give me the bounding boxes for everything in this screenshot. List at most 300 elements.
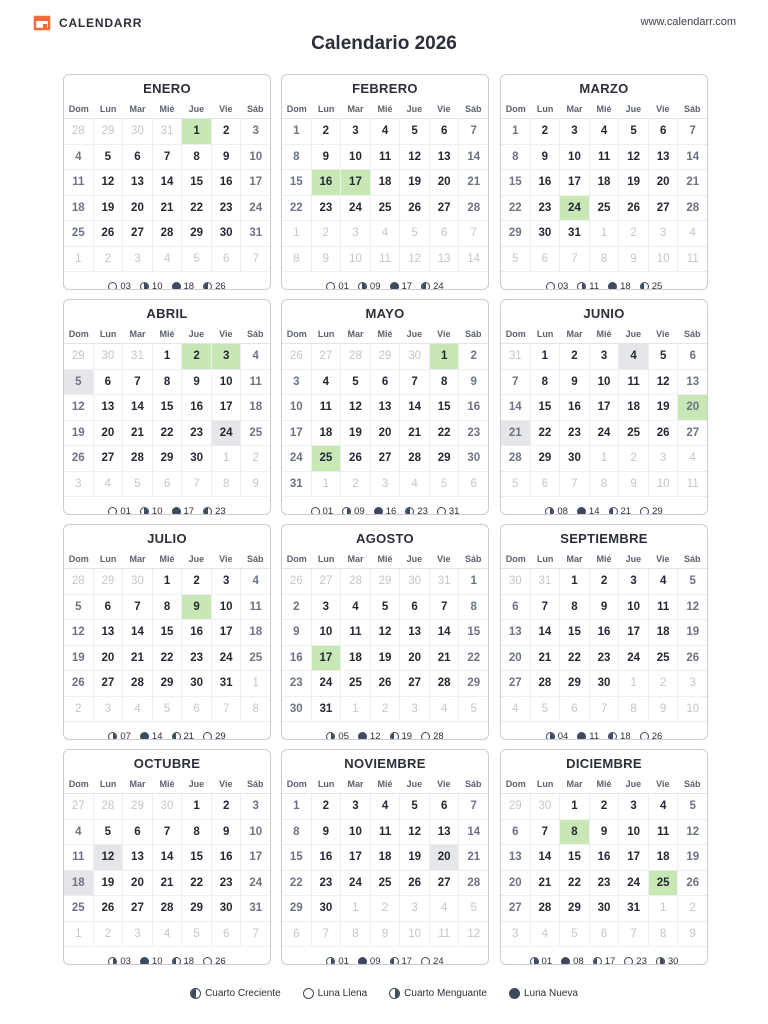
day-cell[interactable]: 3 — [212, 344, 242, 369]
day-cell[interactable]: 18 — [312, 421, 342, 446]
day-cell[interactable]: 13 — [501, 620, 531, 645]
day-cell[interactable]: 1 — [153, 344, 183, 369]
day-cell[interactable]: 25 — [371, 871, 401, 896]
day-cell[interactable]: 11 — [649, 820, 679, 845]
day-cell[interactable]: 1 — [282, 221, 312, 246]
day-cell[interactable]: 20 — [501, 646, 531, 671]
day-cell[interactable]: 2 — [619, 446, 649, 471]
day-cell[interactable]: 28 — [123, 671, 153, 696]
day-cell[interactable]: 30 — [400, 344, 430, 369]
day-cell[interactable]: 31 — [249, 902, 263, 915]
day-cell[interactable]: 14 — [153, 845, 183, 870]
day-cell[interactable]: 9 — [182, 595, 212, 620]
day-cell[interactable]: 11 — [64, 845, 94, 870]
day-cell[interactable]: 2 — [531, 119, 561, 144]
day-cell[interactable]: 1 — [182, 794, 212, 819]
day-cell[interactable]: 17 — [560, 170, 590, 195]
day-cell[interactable]: 17 — [212, 620, 242, 645]
day-cell[interactable]: 29 — [501, 794, 531, 819]
day-cell[interactable]: 25 — [649, 646, 679, 671]
day-cell[interactable]: 6 — [212, 922, 242, 947]
day-cell[interactable]: 14 — [531, 845, 561, 870]
site-url[interactable]: www.calendarr.com — [640, 16, 736, 28]
day-cell[interactable]: 8 — [590, 472, 620, 497]
day-cell[interactable]: 10 — [560, 145, 590, 170]
day-cell[interactable]: 15 — [560, 620, 590, 645]
day-cell[interactable]: 17 — [249, 851, 263, 864]
day-cell[interactable]: 7 — [619, 922, 649, 947]
day-cell[interactable]: 30 — [123, 119, 153, 144]
day-cell[interactable]: 6 — [649, 119, 679, 144]
day-cell[interactable]: 4 — [531, 922, 561, 947]
day-cell[interactable]: 26 — [94, 221, 124, 246]
day-cell[interactable]: 16 — [590, 845, 620, 870]
day-cell[interactable]: 29 — [371, 569, 401, 594]
day-cell[interactable]: 8 — [182, 145, 212, 170]
day-cell[interactable]: 28 — [153, 221, 183, 246]
day-cell[interactable]: 3 — [282, 370, 312, 395]
day-cell[interactable]: 2 — [182, 569, 212, 594]
day-cell[interactable]: 10 — [282, 395, 312, 420]
day-cell[interactable]: 28 — [430, 671, 460, 696]
day-cell[interactable]: 1 — [252, 677, 259, 690]
day-cell[interactable]: 14 — [467, 150, 481, 163]
day-cell[interactable]: 26 — [400, 871, 430, 896]
day-cell[interactable]: 7 — [212, 697, 242, 722]
day-cell[interactable]: 10 — [649, 247, 679, 272]
day-cell[interactable]: 17 — [590, 395, 620, 420]
day-cell[interactable]: 7 — [689, 125, 696, 138]
day-cell[interactable]: 4 — [400, 472, 430, 497]
day-cell[interactable]: 7 — [590, 697, 620, 722]
day-cell[interactable]: 22 — [560, 871, 590, 896]
day-cell[interactable]: 10 — [341, 820, 371, 845]
day-cell[interactable]: 16 — [282, 646, 312, 671]
day-cell[interactable]: 5 — [689, 800, 696, 813]
day-cell[interactable]: 30 — [182, 446, 212, 471]
day-cell[interactable]: 23 — [312, 196, 342, 221]
day-cell[interactable]: 11 — [619, 370, 649, 395]
day-cell[interactable]: 19 — [341, 421, 371, 446]
day-cell[interactable]: 24 — [341, 871, 371, 896]
day-cell[interactable]: 20 — [649, 170, 679, 195]
day-cell[interactable]: 14 — [123, 395, 153, 420]
day-cell[interactable]: 5 — [649, 344, 679, 369]
day-cell[interactable]: 19 — [371, 646, 401, 671]
day-cell[interactable]: 5 — [64, 370, 94, 395]
day-cell[interactable]: 29 — [560, 896, 590, 921]
day-cell[interactable]: 10 — [312, 620, 342, 645]
day-cell[interactable]: 15 — [560, 845, 590, 870]
day-cell[interactable]: 2 — [94, 922, 124, 947]
day-cell[interactable]: 22 — [501, 196, 531, 221]
day-cell[interactable]: 21 — [467, 176, 481, 189]
day-cell[interactable]: 3 — [649, 446, 679, 471]
day-cell[interactable]: 20 — [430, 845, 460, 870]
day-cell[interactable]: 27 — [123, 221, 153, 246]
day-cell[interactable]: 25 — [312, 446, 342, 471]
day-cell[interactable]: 25 — [590, 196, 620, 221]
day-cell[interactable]: 18 — [64, 871, 94, 896]
day-cell[interactable]: 29 — [153, 446, 183, 471]
day-cell[interactable]: 6 — [123, 820, 153, 845]
day-cell[interactable]: 17 — [341, 845, 371, 870]
day-cell[interactable]: 18 — [64, 196, 94, 221]
day-cell[interactable]: 29 — [467, 677, 481, 690]
day-cell[interactable]: 3 — [619, 794, 649, 819]
day-cell[interactable]: 8 — [282, 820, 312, 845]
day-cell[interactable]: 7 — [531, 820, 561, 845]
day-cell[interactable]: 14 — [531, 620, 561, 645]
day-cell[interactable]: 23 — [182, 421, 212, 446]
day-cell[interactable]: 2 — [212, 794, 242, 819]
day-cell[interactable]: 3 — [619, 569, 649, 594]
day-cell[interactable]: 4 — [649, 569, 679, 594]
day-cell[interactable]: 18 — [249, 401, 263, 414]
day-cell[interactable]: 11 — [249, 375, 262, 388]
day-cell[interactable]: 19 — [94, 871, 124, 896]
day-cell[interactable]: 5 — [371, 595, 401, 620]
day-cell[interactable]: 30 — [212, 896, 242, 921]
day-cell[interactable]: 18 — [371, 170, 401, 195]
day-cell[interactable]: 10 — [212, 370, 242, 395]
day-cell[interactable]: 16 — [182, 620, 212, 645]
day-cell[interactable]: 11 — [430, 922, 460, 947]
day-cell[interactable]: 12 — [94, 170, 124, 195]
day-cell[interactable]: 8 — [531, 370, 561, 395]
day-cell[interactable]: 19 — [64, 421, 94, 446]
day-cell[interactable]: 4 — [312, 370, 342, 395]
day-cell[interactable]: 5 — [64, 595, 94, 620]
day-cell[interactable]: 3 — [560, 119, 590, 144]
day-cell[interactable]: 31 — [312, 697, 342, 722]
day-cell[interactable]: 1 — [64, 922, 94, 947]
day-cell[interactable]: 5 — [400, 119, 430, 144]
day-cell[interactable]: 27 — [371, 446, 401, 471]
day-cell[interactable]: 16 — [212, 845, 242, 870]
day-cell[interactable]: 3 — [400, 896, 430, 921]
day-cell[interactable]: 26 — [649, 421, 679, 446]
day-cell[interactable]: 29 — [371, 344, 401, 369]
day-cell[interactable]: 12 — [94, 845, 124, 870]
day-cell[interactable]: 30 — [153, 794, 183, 819]
day-cell[interactable]: 16 — [531, 170, 561, 195]
day-cell[interactable]: 7 — [400, 370, 430, 395]
day-cell[interactable]: 7 — [531, 595, 561, 620]
day-cell[interactable]: 26 — [686, 876, 700, 889]
day-cell[interactable]: 10 — [649, 472, 679, 497]
day-cell[interactable]: 30 — [400, 569, 430, 594]
day-cell[interactable]: 30 — [560, 446, 590, 471]
day-cell[interactable]: 22 — [560, 646, 590, 671]
day-cell[interactable]: 6 — [430, 119, 460, 144]
day-cell[interactable]: 6 — [501, 595, 531, 620]
day-cell[interactable]: 19 — [400, 845, 430, 870]
day-cell[interactable]: 27 — [123, 896, 153, 921]
day-cell[interactable]: 6 — [430, 221, 460, 246]
day-cell[interactable]: 13 — [94, 620, 124, 645]
day-cell[interactable]: 13 — [430, 820, 460, 845]
day-cell[interactable]: 7 — [560, 247, 590, 272]
day-cell[interactable]: 7 — [182, 472, 212, 497]
day-cell[interactable]: 17 — [341, 170, 371, 195]
day-cell[interactable]: 5 — [153, 697, 183, 722]
day-cell[interactable]: 15 — [182, 845, 212, 870]
day-cell[interactable]: 7 — [123, 595, 153, 620]
day-cell[interactable]: 21 — [467, 851, 481, 864]
day-cell[interactable]: 11 — [649, 595, 679, 620]
day-cell[interactable]: 23 — [212, 196, 242, 221]
day-cell[interactable]: 3 — [252, 800, 259, 813]
day-cell[interactable]: 5 — [94, 820, 124, 845]
day-cell[interactable]: 29 — [123, 794, 153, 819]
day-cell[interactable]: 3 — [64, 472, 94, 497]
day-cell[interactable]: 25 — [649, 871, 679, 896]
day-cell[interactable]: 8 — [153, 595, 183, 620]
day-cell[interactable]: 21 — [501, 421, 531, 446]
day-cell[interactable]: 5 — [470, 702, 477, 715]
day-cell[interactable]: 29 — [531, 446, 561, 471]
day-cell[interactable]: 1 — [341, 896, 371, 921]
day-cell[interactable]: 9 — [619, 247, 649, 272]
day-cell[interactable]: 20 — [430, 170, 460, 195]
day-cell[interactable]: 19 — [686, 626, 700, 639]
day-cell[interactable]: 26 — [619, 196, 649, 221]
day-cell[interactable]: 13 — [686, 375, 700, 388]
day-cell[interactable]: 13 — [430, 145, 460, 170]
day-cell[interactable]: 29 — [182, 896, 212, 921]
day-cell[interactable]: 12 — [400, 145, 430, 170]
day-cell[interactable]: 30 — [94, 344, 124, 369]
day-cell[interactable]: 9 — [312, 145, 342, 170]
day-cell[interactable]: 14 — [467, 825, 481, 838]
day-cell[interactable]: 30 — [531, 221, 561, 246]
day-cell[interactable]: 24 — [212, 646, 242, 671]
day-cell[interactable]: 5 — [94, 145, 124, 170]
day-cell[interactable]: 28 — [94, 794, 124, 819]
day-cell[interactable]: 23 — [590, 871, 620, 896]
day-cell[interactable]: 5 — [123, 472, 153, 497]
day-cell[interactable]: 31 — [282, 472, 312, 497]
day-cell[interactable]: 13 — [371, 395, 401, 420]
day-cell[interactable]: 31 — [619, 896, 649, 921]
day-cell[interactable]: 2 — [560, 344, 590, 369]
day-cell[interactable]: 5 — [182, 247, 212, 272]
day-cell[interactable]: 24 — [560, 196, 590, 221]
day-cell[interactable]: 3 — [123, 922, 153, 947]
day-cell[interactable]: 5 — [400, 221, 430, 246]
day-cell[interactable]: 26 — [400, 196, 430, 221]
day-cell[interactable]: 3 — [649, 221, 679, 246]
day-cell[interactable]: 9 — [590, 820, 620, 845]
day-cell[interactable]: 2 — [371, 896, 401, 921]
day-cell[interactable]: 23 — [531, 196, 561, 221]
day-cell[interactable]: 13 — [501, 845, 531, 870]
day-cell[interactable]: 11 — [686, 477, 699, 490]
day-cell[interactable]: 8 — [501, 145, 531, 170]
day-cell[interactable]: 24 — [249, 876, 263, 889]
day-cell[interactable]: 8 — [649, 922, 679, 947]
day-cell[interactable]: 24 — [212, 421, 242, 446]
day-cell[interactable]: 1 — [212, 446, 242, 471]
day-cell[interactable]: 31 — [249, 227, 263, 240]
day-cell[interactable]: 29 — [94, 569, 124, 594]
day-cell[interactable]: 20 — [400, 646, 430, 671]
day-cell[interactable]: 27 — [430, 871, 460, 896]
day-cell[interactable]: 25 — [619, 421, 649, 446]
day-cell[interactable]: 31 — [430, 569, 460, 594]
day-cell[interactable]: 1 — [470, 575, 477, 588]
day-cell[interactable]: 1 — [501, 119, 531, 144]
day-cell[interactable]: 9 — [212, 145, 242, 170]
day-cell[interactable]: 30 — [501, 569, 531, 594]
day-cell[interactable]: 23 — [212, 871, 242, 896]
day-cell[interactable]: 29 — [64, 344, 94, 369]
day-cell[interactable]: 28 — [123, 446, 153, 471]
day-cell[interactable]: 18 — [649, 620, 679, 645]
day-cell[interactable]: 4 — [430, 896, 460, 921]
day-cell[interactable]: 22 — [430, 421, 460, 446]
day-cell[interactable]: 15 — [182, 170, 212, 195]
day-cell[interactable]: 22 — [153, 646, 183, 671]
day-cell[interactable]: 14 — [400, 395, 430, 420]
day-cell[interactable]: 7 — [470, 800, 477, 813]
day-cell[interactable]: 6 — [94, 595, 124, 620]
day-cell[interactable]: 10 — [341, 145, 371, 170]
day-cell[interactable]: 11 — [371, 247, 401, 272]
day-cell[interactable]: 17 — [619, 845, 649, 870]
day-cell[interactable]: 2 — [689, 902, 696, 915]
day-cell[interactable]: 17 — [619, 620, 649, 645]
day-cell[interactable]: 30 — [531, 794, 561, 819]
day-cell[interactable]: 2 — [619, 221, 649, 246]
day-cell[interactable]: 6 — [212, 247, 242, 272]
day-cell[interactable]: 2 — [64, 697, 94, 722]
day-cell[interactable]: 9 — [560, 370, 590, 395]
day-cell[interactable]: 15 — [282, 170, 312, 195]
day-cell[interactable]: 20 — [678, 395, 707, 420]
day-cell[interactable]: 1 — [153, 569, 183, 594]
day-cell[interactable]: 22 — [531, 421, 561, 446]
day-cell[interactable]: 23 — [312, 871, 342, 896]
day-cell[interactable]: 9 — [182, 370, 212, 395]
day-cell[interactable]: 7 — [501, 370, 531, 395]
day-cell[interactable]: 24 — [590, 421, 620, 446]
day-cell[interactable]: 13 — [430, 247, 460, 272]
day-cell[interactable]: 11 — [64, 170, 94, 195]
day-cell[interactable]: 26 — [64, 446, 94, 471]
day-cell[interactable]: 10 — [212, 595, 242, 620]
day-cell[interactable]: 9 — [252, 477, 259, 490]
day-cell[interactable]: 1 — [590, 446, 620, 471]
day-cell[interactable]: 6 — [123, 145, 153, 170]
day-cell[interactable]: 3 — [590, 344, 620, 369]
day-cell[interactable]: 2 — [312, 119, 342, 144]
day-cell[interactable]: 6 — [430, 794, 460, 819]
day-cell[interactable]: 18 — [649, 845, 679, 870]
day-cell[interactable]: 27 — [94, 671, 124, 696]
day-cell[interactable]: 18 — [590, 170, 620, 195]
day-cell[interactable]: 2 — [649, 671, 679, 696]
day-cell[interactable]: 17 — [312, 646, 342, 671]
day-cell[interactable]: 3 — [341, 794, 371, 819]
day-cell[interactable]: 6 — [94, 370, 124, 395]
day-cell[interactable]: 15 — [430, 395, 460, 420]
day-cell[interactable]: 3 — [212, 569, 242, 594]
day-cell[interactable]: 12 — [619, 145, 649, 170]
day-cell[interactable]: 22 — [282, 871, 312, 896]
day-cell[interactable]: 27 — [312, 569, 342, 594]
day-cell[interactable]: 16 — [312, 845, 342, 870]
day-cell[interactable]: 3 — [123, 247, 153, 272]
day-cell[interactable]: 17 — [249, 176, 263, 189]
day-cell[interactable]: 2 — [590, 569, 620, 594]
day-cell[interactable]: 30 — [312, 896, 342, 921]
day-cell[interactable]: 1 — [282, 794, 312, 819]
day-cell[interactable]: 15 — [153, 395, 183, 420]
day-cell[interactable]: 14 — [123, 620, 153, 645]
day-cell[interactable]: 9 — [212, 820, 242, 845]
day-cell[interactable]: 12 — [64, 395, 94, 420]
day-cell[interactable]: 3 — [400, 697, 430, 722]
day-cell[interactable]: 1 — [590, 221, 620, 246]
day-cell[interactable]: 7 — [153, 820, 183, 845]
day-cell[interactable]: 3 — [341, 119, 371, 144]
day-cell[interactable]: 15 — [531, 395, 561, 420]
day-cell[interactable]: 5 — [182, 922, 212, 947]
day-cell[interactable]: 18 — [619, 395, 649, 420]
day-cell[interactable]: 28 — [501, 446, 531, 471]
day-cell[interactable]: 9 — [371, 922, 401, 947]
day-cell[interactable]: 28 — [153, 896, 183, 921]
day-cell[interactable]: 30 — [282, 697, 312, 722]
day-cell[interactable]: 25 — [64, 896, 94, 921]
day-cell[interactable]: 4 — [153, 247, 183, 272]
day-cell[interactable]: 4 — [64, 145, 94, 170]
day-cell[interactable]: 1 — [64, 247, 94, 272]
day-cell[interactable]: 20 — [371, 421, 401, 446]
day-cell[interactable]: 7 — [560, 472, 590, 497]
day-cell[interactable]: 19 — [619, 170, 649, 195]
day-cell[interactable]: 30 — [590, 896, 620, 921]
day-cell[interactable]: 5 — [400, 794, 430, 819]
day-cell[interactable]: 26 — [371, 671, 401, 696]
day-cell[interactable]: 30 — [182, 671, 212, 696]
day-cell[interactable]: 20 — [501, 871, 531, 896]
day-cell[interactable]: 25 — [371, 196, 401, 221]
day-cell[interactable]: 8 — [341, 922, 371, 947]
day-cell[interactable]: 14 — [686, 150, 700, 163]
day-cell[interactable]: 28 — [467, 201, 481, 214]
day-cell[interactable]: 25 — [341, 671, 371, 696]
day-cell[interactable]: 30 — [590, 671, 620, 696]
day-cell[interactable]: 26 — [282, 344, 312, 369]
day-cell[interactable]: 29 — [153, 671, 183, 696]
day-cell[interactable]: 8 — [430, 370, 460, 395]
day-cell[interactable]: 8 — [560, 595, 590, 620]
day-cell[interactable]: 19 — [64, 646, 94, 671]
day-cell[interactable]: 23 — [590, 646, 620, 671]
day-cell[interactable]: 1 — [282, 119, 312, 144]
day-cell[interactable]: 21 — [123, 421, 153, 446]
day-cell[interactable]: 2 — [252, 452, 259, 465]
day-cell[interactable]: 2 — [341, 472, 371, 497]
day-cell[interactable]: 17 — [212, 395, 242, 420]
day-cell[interactable]: 29 — [501, 221, 531, 246]
day-cell[interactable]: 20 — [123, 196, 153, 221]
day-cell[interactable]: 12 — [649, 370, 679, 395]
day-cell[interactable]: 1 — [341, 697, 371, 722]
